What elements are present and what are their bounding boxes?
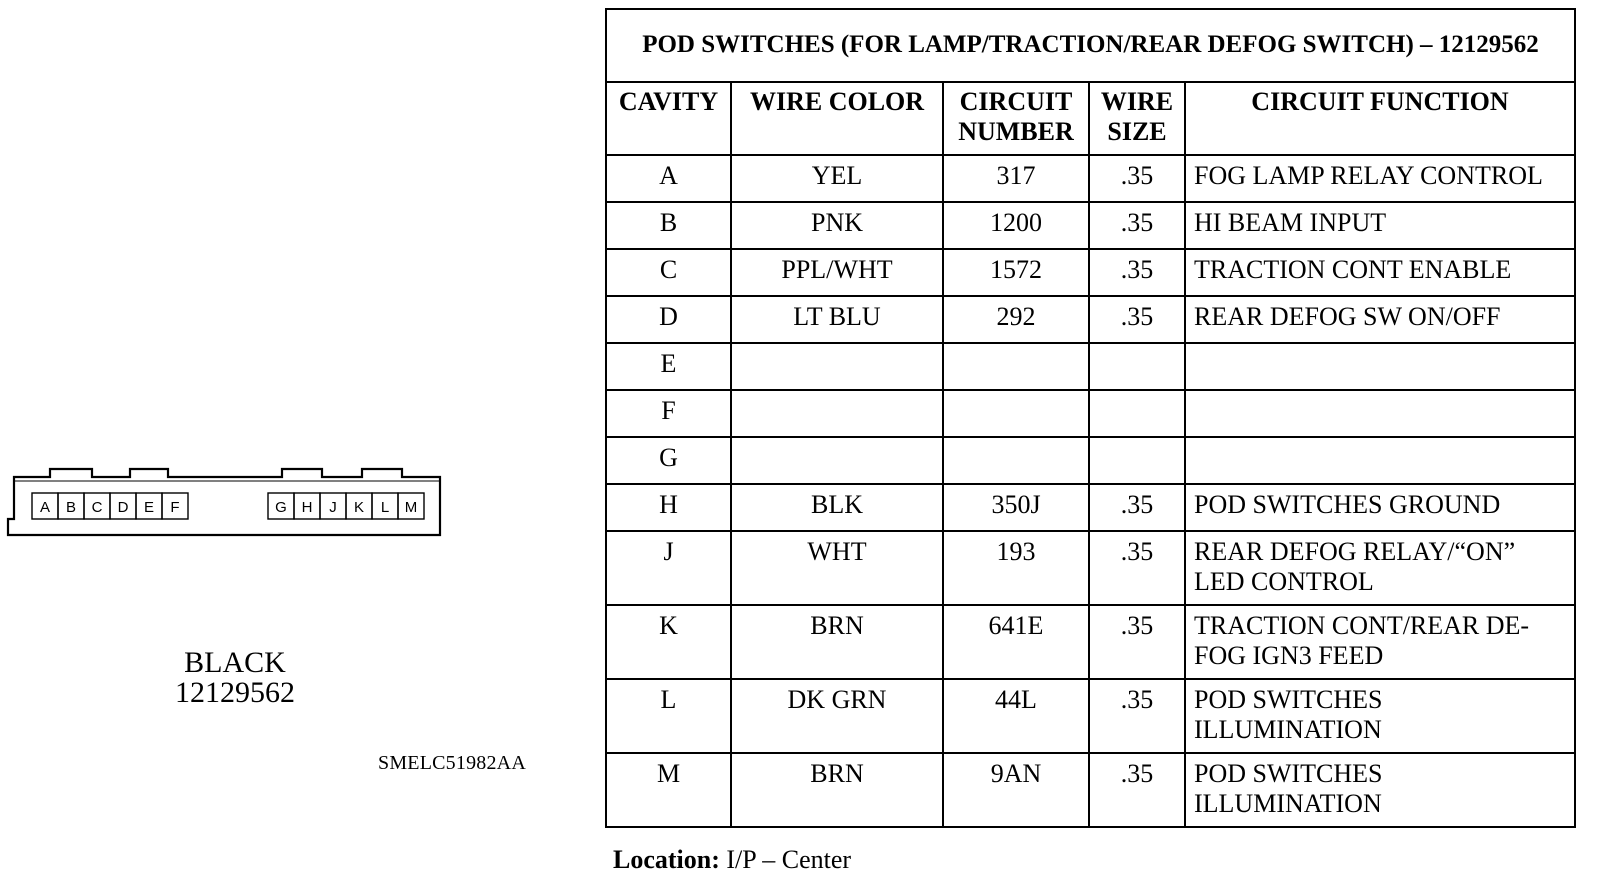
header-cavity: CAVITY — [606, 82, 731, 155]
cell-circuit-function: HI BEAM INPUT — [1185, 202, 1575, 249]
cell-cavity: B — [606, 202, 731, 249]
cell-cavity: H — [606, 484, 731, 531]
cell-wire-color: DK GRN — [731, 679, 943, 753]
cell-wire-color: LT BLU — [731, 296, 943, 343]
cell-circuit-function: TRACTION CONT/REAR DE-FOG IGN3 FEED — [1185, 605, 1575, 679]
cell-wire-size: .35 — [1089, 249, 1185, 296]
table-body — [606, 155, 1575, 827]
cavity-label-l: L — [380, 499, 390, 516]
cell-circuit-function: POD SWITCHES ILLUMINATION — [1185, 753, 1575, 827]
location-value: I/P – Center — [726, 845, 852, 874]
cavity-label-c: C — [91, 499, 103, 516]
cell-wire-color: PPL/WHT — [731, 249, 943, 296]
connector-diagram — [0, 455, 460, 555]
cell-circuit-number: 292 — [943, 296, 1089, 343]
table-row — [606, 484, 1575, 531]
table-row — [606, 249, 1575, 296]
cell-cavity: M — [606, 753, 731, 827]
cell-wire-color: WHT — [731, 531, 943, 605]
cell-circuit-number: 193 — [943, 531, 1089, 605]
table-row — [606, 679, 1575, 753]
cell-circuit-function — [1185, 343, 1575, 390]
reference-code: SMELC51982AA — [378, 752, 526, 774]
cell-wire-size: .35 — [1089, 753, 1185, 827]
cavity-label-k: K — [353, 499, 365, 516]
cell-circuit-function: POD SWITCHES ILLUMINATION — [1185, 679, 1575, 753]
cell-cavity: C — [606, 249, 731, 296]
cavity-label-b: B — [65, 499, 77, 516]
cell-cavity: E — [606, 343, 731, 390]
cell-cavity: K — [606, 605, 731, 679]
header-wire-size: WIRE SIZE — [1089, 82, 1185, 155]
cell-circuit-number: 1200 — [943, 202, 1089, 249]
right-cavity-group — [268, 493, 424, 519]
cell-circuit-function: REAR DEFOG RELAY/“ON” LED CONTROL — [1185, 531, 1575, 605]
cell-circuit-number — [943, 390, 1089, 437]
table-row — [606, 202, 1575, 249]
cell-circuit-number — [943, 437, 1089, 484]
table-row — [606, 531, 1575, 605]
header-wire-color: WIRE COLOR — [731, 82, 943, 155]
cell-wire-size: .35 — [1089, 155, 1185, 202]
cell-circuit-function: REAR DEFOG SW ON/OFF — [1185, 296, 1575, 343]
cell-cavity: D — [606, 296, 731, 343]
cell-cavity: J — [606, 531, 731, 605]
cell-circuit-number: 350J — [943, 484, 1089, 531]
cell-wire-color: BLK — [731, 484, 943, 531]
table-title: POD SWITCHES (FOR LAMP/TRACTION/REAR DEFOG SWITCH) – 12129562 — [606, 9, 1575, 82]
cell-circuit-number: 44L — [943, 679, 1089, 753]
cavity-label-j: J — [329, 499, 337, 516]
cell-circuit-number: 1572 — [943, 249, 1089, 296]
table-row — [606, 296, 1575, 343]
cell-circuit-function: POD SWITCHES GROUND — [1185, 484, 1575, 531]
cell-wire-size — [1089, 390, 1185, 437]
cell-circuit-number: 317 — [943, 155, 1089, 202]
table-row — [606, 155, 1575, 202]
cell-cavity: A — [606, 155, 731, 202]
cavity-label-g: G — [275, 499, 287, 516]
cell-wire-size: .35 — [1089, 202, 1185, 249]
cell-wire-size: .35 — [1089, 531, 1185, 605]
header-circuit-number: CIRCUIT NUMBER — [943, 82, 1089, 155]
cell-circuit-function — [1185, 437, 1575, 484]
table-row — [606, 437, 1575, 484]
cavity-label-f: F — [170, 499, 180, 516]
table-row — [606, 343, 1575, 390]
cavity-label-h: H — [301, 499, 313, 516]
connector-label — [120, 648, 350, 708]
cell-cavity: L — [606, 679, 731, 753]
cell-wire-color: YEL — [731, 155, 943, 202]
location-label: Location: — [613, 845, 720, 874]
cell-circuit-number: 9AN — [943, 753, 1089, 827]
left-cavity-group — [32, 493, 188, 519]
location-note — [613, 845, 851, 875]
cell-wire-size: .35 — [1089, 679, 1185, 753]
table-row — [606, 753, 1575, 827]
cell-circuit-function: TRACTION CONT ENABLE — [1185, 249, 1575, 296]
cavity-label-a: A — [39, 499, 51, 516]
cell-circuit-number: 641E — [943, 605, 1089, 679]
cell-cavity: G — [606, 437, 731, 484]
cavity-label-d: D — [117, 499, 129, 516]
cell-wire-size: .35 — [1089, 605, 1185, 679]
cavity-label-m: M — [404, 499, 418, 516]
cell-wire-color — [731, 343, 943, 390]
cell-wire-color: PNK — [731, 202, 943, 249]
cell-wire-color: BRN — [731, 753, 943, 827]
cell-circuit-number — [943, 343, 1089, 390]
connector-color: BLACK — [184, 646, 286, 679]
connector-part-number: 12129562 — [175, 676, 295, 709]
cell-wire-size — [1089, 437, 1185, 484]
cavity-label-e: E — [143, 499, 155, 516]
header-circuit-function: CIRCUIT FUNCTION — [1185, 82, 1575, 155]
cell-wire-size — [1089, 343, 1185, 390]
cell-wire-color — [731, 437, 943, 484]
cell-wire-color — [731, 390, 943, 437]
cell-circuit-function: FOG LAMP RELAY CONTROL — [1185, 155, 1575, 202]
table-row — [606, 605, 1575, 679]
table-row — [606, 390, 1575, 437]
pinout-table — [605, 8, 1576, 828]
cell-wire-size: .35 — [1089, 484, 1185, 531]
cell-wire-size: .35 — [1089, 296, 1185, 343]
cell-wire-color: BRN — [731, 605, 943, 679]
cell-cavity: F — [606, 390, 731, 437]
cell-circuit-function — [1185, 390, 1575, 437]
